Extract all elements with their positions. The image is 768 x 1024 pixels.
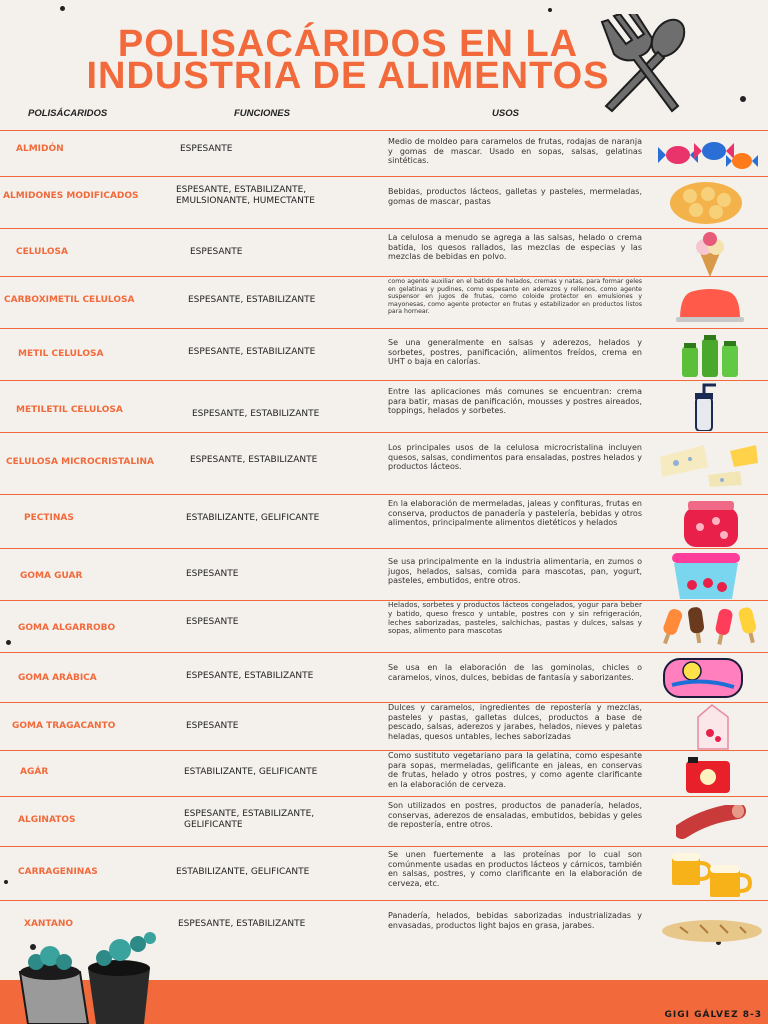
function-text: ESTABILIZANTE, GELIFICANTE	[184, 767, 318, 777]
jam-jar-icon	[676, 497, 746, 549]
table-row	[0, 380, 768, 433]
sausage-icon	[676, 805, 748, 839]
polysaccharide-name: CELULOSA MICROCRISTALINA	[6, 457, 154, 467]
uses-text: Se usa en la elaboración de las gominolas, chicles o caramelos, vinos, dulces, bebidas de fantasía y saborizantes.	[388, 663, 642, 682]
candy-icon	[656, 133, 760, 175]
polysaccharide-name: ALGINATOS	[18, 815, 76, 825]
function-text: ESPESANTE, ESTABILIZANTE	[188, 295, 316, 305]
uses-text: Se usa principalmente en la industria alimentaria, en zumos o jugos, helados, salsas, comida para mascotas, pan, yogurt, pasteles, embutidos, entre otros.	[388, 557, 642, 586]
polysaccharide-name: XANTANO	[24, 919, 74, 929]
uses-text: La celulosa a menudo se agrega a las salsas, helado o crema batida, los quesos rallados, las mezclas de especias y las mezclas de bebidas en polvo.	[388, 233, 642, 262]
uses-text: Como sustituto vegetariano para la gelatina, como espesante para sopas, mermeladas, gelificante en jaleas, en conservas de frutas, helado y otros postres, y como agente clarificante en la elaboración de cerveza.	[388, 751, 642, 789]
uses-text: Medio de moldeo para caramelos de frutas, rodajas de naranja y gomas de mascar. Usado en sopas, salsas, gelatinas sintéticas.	[388, 137, 642, 166]
polysaccharide-name: ALMIDÓN	[16, 144, 64, 154]
function-text: ESPESANTE	[190, 247, 243, 257]
polysaccharide-name: CARRAGENINAS	[18, 867, 98, 877]
function-text: ESPESANTE, ESTABILIZANTE, GELIFICANTE	[184, 809, 315, 830]
table-row	[0, 846, 768, 901]
header-usos: USOS	[492, 108, 519, 119]
ink-splatter	[548, 8, 552, 12]
function-text: ESPESANTE, ESTABILIZANTE	[190, 455, 318, 465]
function-text: ESTABILIZANTE, GELIFICANTE	[176, 867, 310, 877]
bread-icon	[660, 917, 764, 945]
polysaccharide-name: GOMA ALGARROBO	[18, 623, 116, 633]
uses-text: Son utilizados en postres, productos de panadería, helados, conservas, aderezos de ensaladas, embutidos, bebidas y geles de repostería, entre otros.	[388, 801, 642, 830]
ink-splatter	[740, 96, 746, 102]
uses-text: Panadería, helados, bebidas saborizadas industrializadas y envasadas, productos light bajos en grasa, jarabes.	[388, 911, 642, 930]
uses-text: Se una generalmente en salsas y aderezos, helados y sorbetes, postres, panificación, alimentos freídos, crema en UHT o baja en calorías.	[388, 338, 642, 367]
uses-text: Los principales usos de la celulosa microcristalina incluyen quesos, salsas, condimentos para ensaladas, postres helados y productos lácteos.	[388, 443, 642, 472]
jelly-box-icon	[682, 755, 736, 795]
ink-splatter	[60, 6, 65, 11]
function-text: ESPESANTE	[186, 617, 239, 627]
polysaccharide-name: METIL CELULOSA	[18, 349, 104, 359]
page-title-line1: POLISACÁRIDOS EN LA	[117, 23, 579, 65]
author-credit: GIGI GÁLVEZ 8-3	[664, 1010, 762, 1020]
table-row	[0, 276, 768, 329]
cheese-icon	[656, 437, 762, 489]
polysaccharide-name: METILETIL CELULOSA	[16, 405, 123, 415]
table-row	[0, 494, 768, 549]
uses-text: como agente auxiliar en el batido de helados, cremas y natas, para formar geles en gelatinas y pudines, como espesante en aderezos y rellenos, como agente suspensor en jugos de frutas, como coloide protector en emulsiones y mayonesas, como agente protector en frutas y estabilizador en productos listos para hornear.	[388, 278, 642, 315]
function-text: ESPESANTE, ESTABILIZANTE	[178, 919, 306, 929]
table-row	[0, 652, 768, 703]
beer-mugs-icon	[668, 849, 760, 899]
polysaccharide-name: GOMA ARÁBICA	[18, 673, 97, 683]
table-row	[0, 750, 768, 797]
table-row	[0, 600, 768, 653]
uses-text: Bebidas, productos lácteos, galletas y pasteles, mermeladas, gomas de mascar, pastas	[388, 187, 642, 206]
function-text: ESPESANTE, ESTABILIZANTE	[186, 671, 314, 681]
uses-text: Entre las aplicaciones más comunes se encuentran: crema para batir, masas de panificación, mousses y postres aireados, toppings, helados y sorbetes.	[388, 387, 642, 416]
cooking-pots-icon	[0, 928, 170, 1024]
page-title-line2: INDUSTRIA DE ALIMENTOS	[86, 55, 610, 97]
function-text: ESPESANTE	[186, 721, 239, 731]
polysaccharide-name: PECTINAS	[24, 513, 74, 523]
polysaccharide-name: CELULOSA	[16, 247, 68, 257]
function-text: ESPESANTE, ESTABILIZANTE	[192, 409, 320, 419]
polysaccharide-name: ALMIDONES MODIFICADOS	[3, 191, 139, 201]
page-title	[28, 23, 668, 97]
milk-carton-icon	[688, 703, 738, 751]
bubble-gum-icon	[662, 655, 744, 701]
header-funciones: FUNCIONES	[234, 108, 290, 119]
polysaccharide-name: GOMA TRAGACANTO	[12, 721, 116, 731]
fork-spoon-icon	[588, 14, 698, 114]
table-row	[0, 702, 768, 751]
cream-dispenser-icon	[686, 383, 720, 431]
function-text: ESTABILIZANTE, GELIFICANTE	[186, 513, 320, 523]
table-row	[0, 548, 768, 601]
table-row	[0, 328, 768, 381]
uses-text: En la elaboración de mermeladas, jaleas y confituras, frutas en conserva, productos de panadería y pastelería, bebidas y otros alimentos, principalmente alimentos dietéticos y helados	[388, 499, 642, 528]
table-row	[0, 130, 768, 177]
polysaccharide-name: AGÁR	[20, 767, 49, 777]
table-row	[0, 176, 768, 229]
function-text: ESPESANTE, ESTABILIZANTE	[188, 347, 316, 357]
uses-text: Helados, sorbetes y productos lácteos congelados, yogur para beber y batido, queso fresco y untable, postres con y sin refrigeración, leches saborizadas, pasteles, salchichas, pastas y dulces, salsas y sopas, alimento para mascotas	[388, 600, 642, 636]
table-row	[0, 228, 768, 277]
jars-icon	[676, 333, 744, 379]
yogurt-cup-icon	[666, 551, 746, 601]
polysaccharide-name: CARBOXIMETIL CELULOSA	[4, 295, 135, 305]
function-text: ESPESANTE	[186, 569, 239, 579]
gelatin-icon	[674, 285, 746, 323]
function-text: ESPESANTE	[180, 144, 233, 154]
uses-text: Se unen fuertemente a las proteínas por lo cual son comúnmente usadas en productos lácteos y cárnicos, también en salsas, postres, y como clarificante en la elaboración de cerveza, etc.	[388, 850, 642, 888]
popsicles-icon	[656, 605, 764, 649]
function-text: ESPESANTE, ESTABILIZANTE, EMULSIONANTE, HUMECTANTE	[176, 185, 315, 206]
polysaccharide-name: GOMA GUAR	[20, 571, 83, 581]
table-row	[0, 796, 768, 847]
header-polisacaridos: POLISÁCARIDOS	[28, 108, 108, 119]
cookies-icon	[668, 180, 744, 226]
uses-text: Dulces y caramelos, ingredientes de repostería y mezclas, pasteles y pastas, galletas dulces, productos a base de pescado, salsas, aderezos y jarabes, helados, nieves y paletas heladas, quesos untables, leches saborizadas	[388, 703, 642, 741]
ice-cream-icon	[688, 231, 732, 277]
table-row	[0, 432, 768, 495]
